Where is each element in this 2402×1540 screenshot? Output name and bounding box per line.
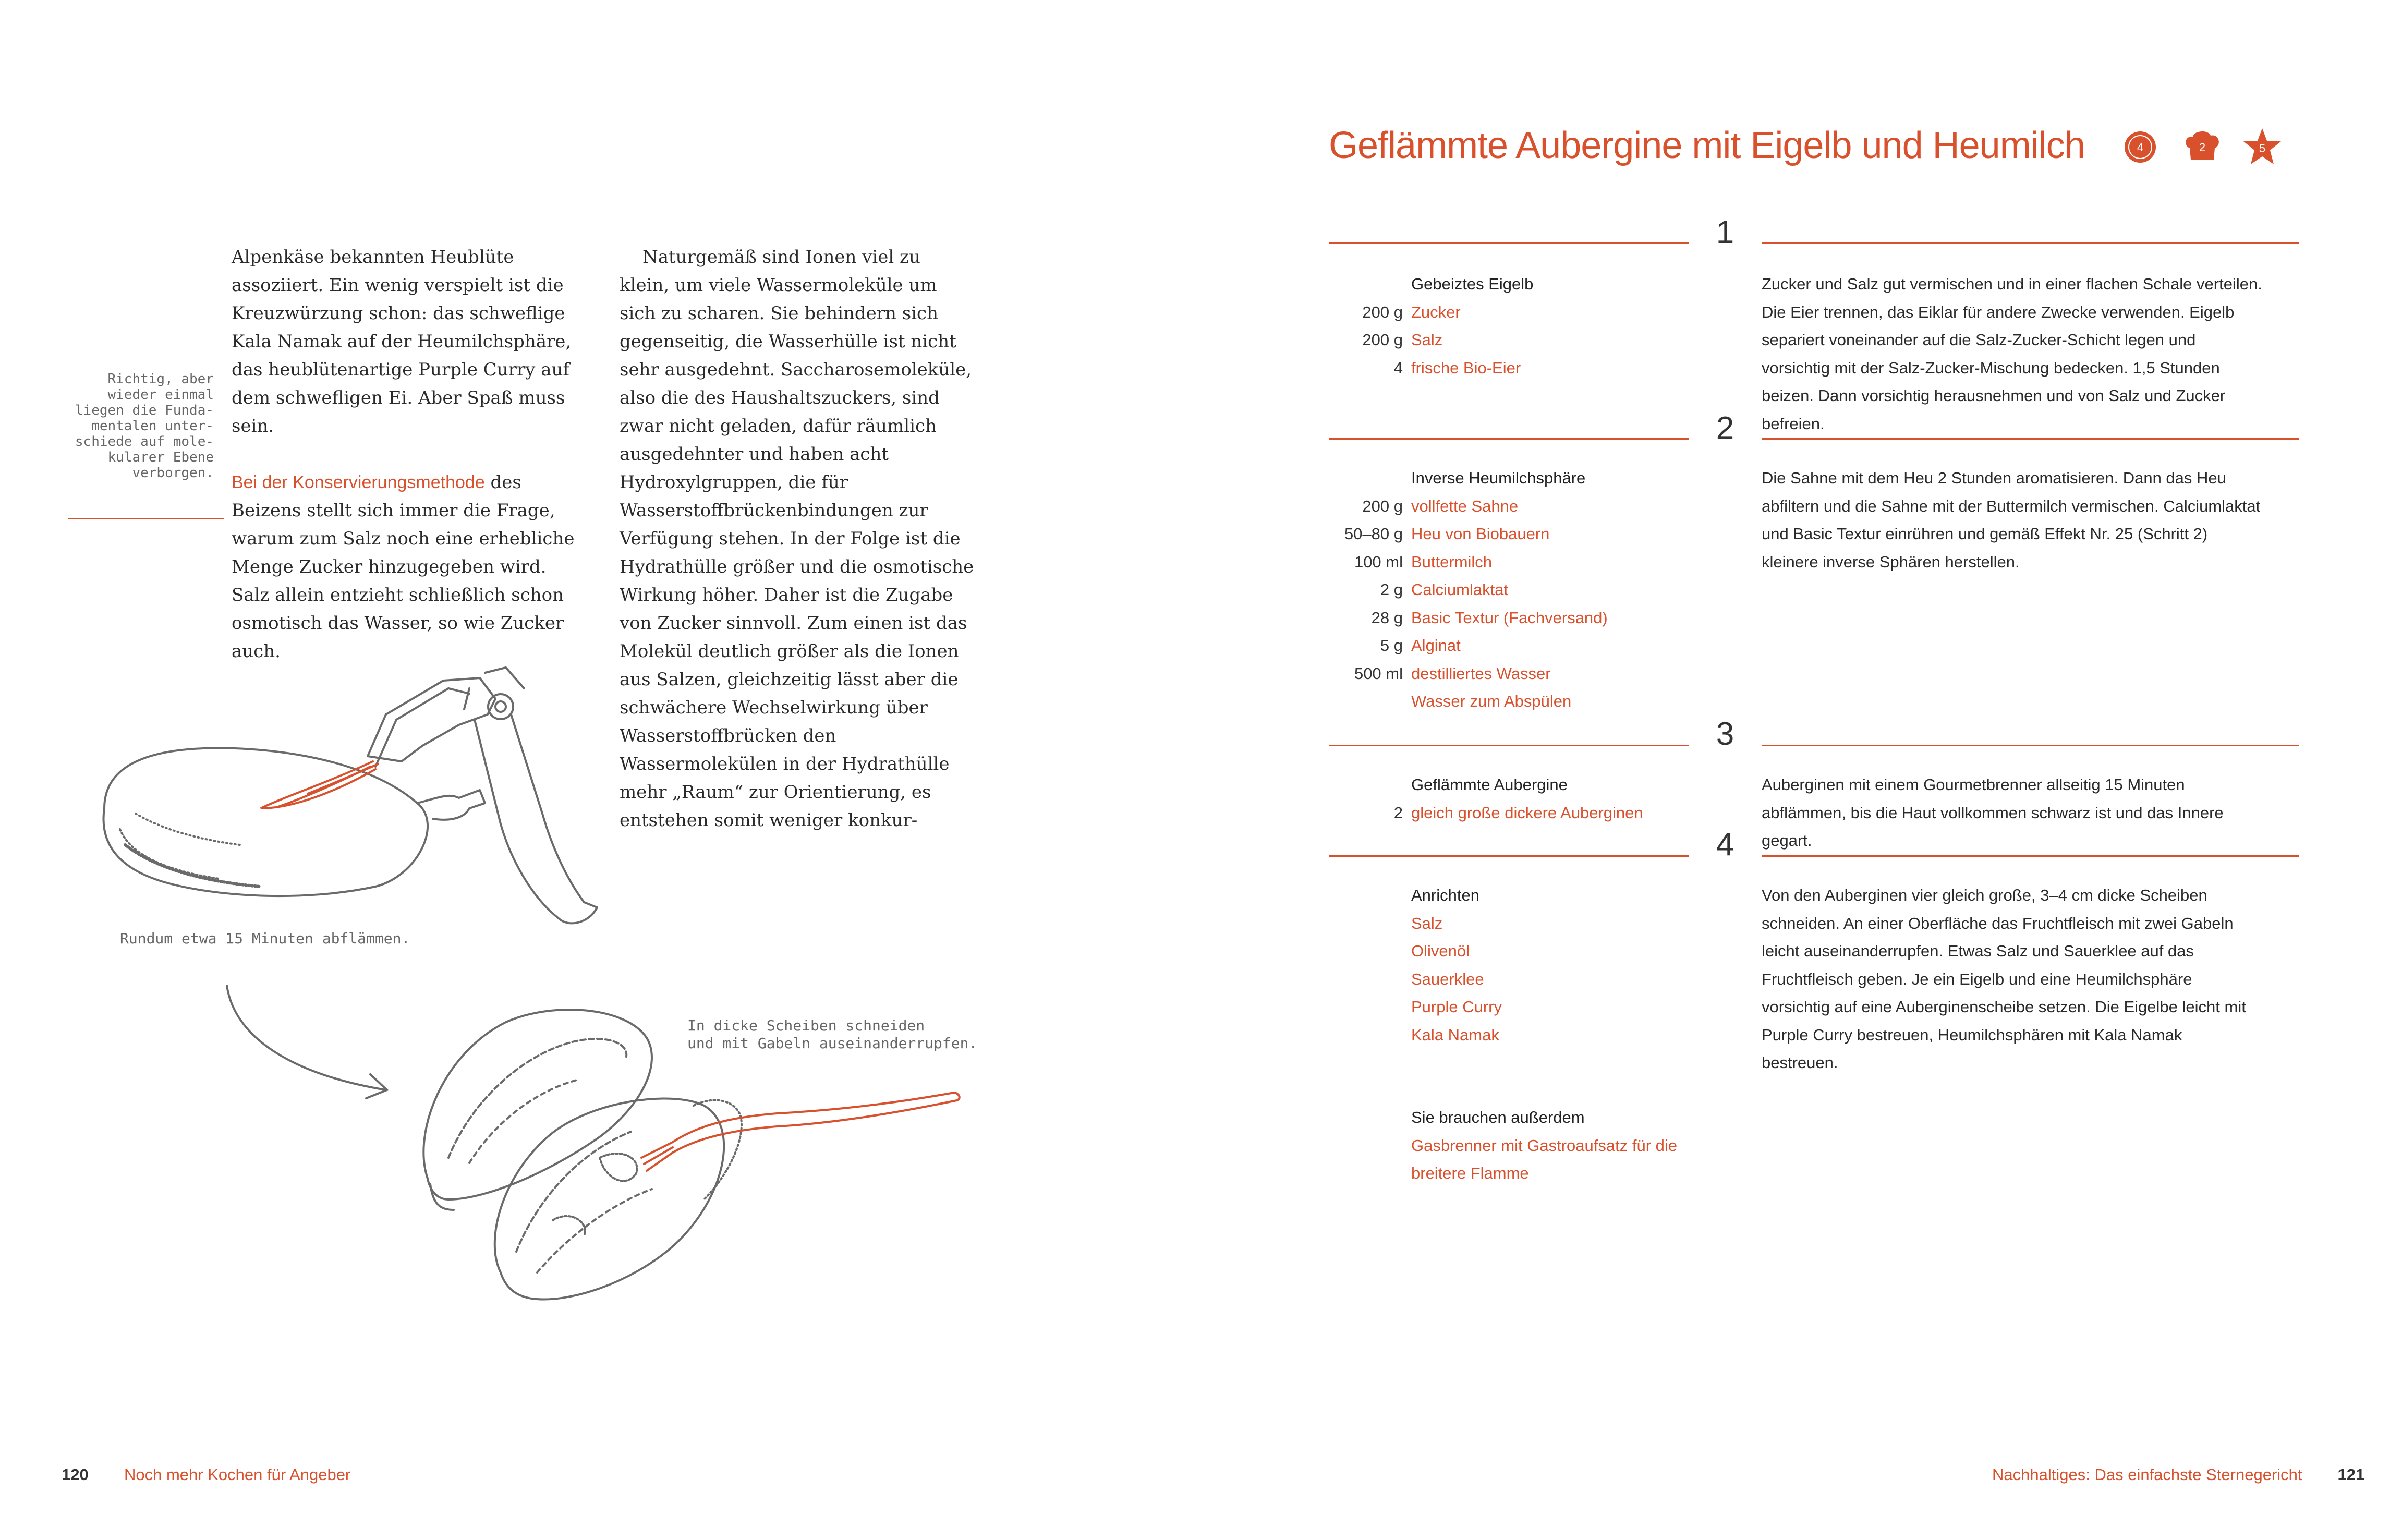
note-line: liegen die Funda- [75,403,214,418]
equipment-item: breitere Flamme [1411,1164,1529,1182]
paragraph [620,243,974,834]
ingredient-row: 50–80 g Heu von Biobauern [1344,525,1550,543]
footer-right [1992,1465,2364,1484]
footer-left [62,1465,350,1484]
ingredient-row: 200 g Salz [1362,331,1443,349]
step-number: 2 [1716,410,1734,446]
step-rule-right [1762,242,2299,244]
step-method [1762,881,2262,1077]
ingredient-row: 200 g vollfette Sahne [1362,496,1519,515]
step-rule-right [1762,855,2299,857]
margin-note-underline [68,518,224,519]
equipment-item: Gasbrenner mit Gastroaufsatz für die [1411,1136,1678,1155]
step-method [1762,771,2262,855]
ingredient-heading: Inverse Heumilchsphäre [1411,469,1586,487]
note-line: wieder einmal [107,387,214,403]
step-rule-left [1329,745,1689,746]
step-number: 3 [1716,716,1734,752]
ingredient-heading: Anrichten [1411,886,1479,904]
ingredient-row: Salz [1411,914,1443,932]
paragraph-text: des Beizens stellt sich immer die Frage, warum zum Salz noch eine erhebliche Menge Zucker hinzugegeben wird. Salz allein entzieht schließlich schon osmotisch das Wasser, so wie Zucker auch. [232,472,575,662]
equipment-list [1329,1104,1677,1187]
method-text: Die Sahne mit dem Heu 2 Stunden aromatisieren. Dann das Heu abfiltern und die Sahne mit der Buttermilch vermischen. Calciumlaktat und Basic Textur einrühren und gemäß Effekt Nr. 25 (Schritt 2) kleinere inverse Sphären herstellen. [1762,469,2261,571]
step-rule-right [1762,745,2299,746]
paragraph-text: Naturgemäß sind Ionen viel zu klein, um viele Wassermoleküle um sich zu scharen. Sie behindern sich gegenseitig, die Wasserhülle ist nicht sehr ausgedehnt. Saccharosemoleküle, also die des Haushaltszuckers, sind zwar nicht geladen, dafür räumlich ausgedehnter und haben acht Hydroxylgruppen, die für Wasserstoffbrückenbindungen zur Verfügung stehen. In der Folge ist die Hydrathülle größer und die osmotische Wirkung höher. Daher ist die Zugabe von Zucker sinnvoll. Zum einen ist das Molekül deutlich größer als die Ionen aus Salzen, gleichzeitig lässt aber die schwächere Wechselwirkung über Wasserstoffbrücken den Wassermolekülen in der Hydrathülle mehr „Raum“ zur Orientierung, es entstehen somit weniger konkur- [620,247,974,831]
caption-flame: Rundum etwa 15 Minuten abflämmen. [120,930,410,947]
ingredient-heading: Gebeiztes Eigelb [1411,275,1534,293]
ingredient-row: 4 frische Bio-Eier [1393,358,1521,377]
step-number: 1 [1716,214,1734,250]
ingredient-row: Kala Namak [1411,1025,1499,1044]
badge-value: 4 [2137,141,2144,154]
method-text: Von den Auberginen vier gleich große, 3–4 cm dicke Scheiben schneiden. An einer Oberfläche das Fruchtfleisch mit zwei Gabeln leicht auseinanderrupfen. Etwas Salz und Sauerklee auf das Fruchtfleisch geben. Je ein Eigelb und eine Heumilchsphäre vorsichtig auf eine Auberginenscheibe setzen. Die Eigelbe leicht mit Purple Curry bestreuen, Heumilchsphären mit Kala Namak bestreuen. [1762,886,2246,1072]
body-column-1 [232,243,576,665]
ingredient-row: 200 g Zucker [1362,302,1461,321]
margin-note [68,371,214,481]
badge-value: 5 [2259,142,2266,155]
step-method [1762,270,2262,438]
ingredient-heading: Geflämmte Aubergine [1411,775,1568,794]
ingredient-row: Olivenöl [1411,942,1470,960]
body-column-2 [620,243,974,834]
ingredient-row: Wasser zum Abspülen [1411,692,1572,710]
ingredient-row: 2 gleich große dickere Auberginen [1393,803,1643,822]
caption-line: In dicke Scheiben schneiden [687,1017,925,1034]
ingredient-list [1329,464,1608,716]
ingredient-list [1329,881,1502,1049]
note-line: verborgen. [132,465,214,481]
note-line: Richtig, aber [107,371,214,387]
method-text: Auberginen mit einem Gourmetbrenner allseitig 15 Minuten abflämmen, bis die Haut vollkommen schwarz ist und das Innere gegart. [1762,775,2224,850]
chef-hat-badge-icon [2182,128,2222,165]
step-number: 4 [1716,827,1734,863]
ingredient-row: 100 ml Buttermilch [1354,552,1493,571]
ingredient-row: Purple Curry [1411,998,1502,1016]
caption-line: und mit Gabeln auseinanderrupfen. [687,1035,978,1052]
page-number: 121 [2337,1465,2365,1484]
highlight-text: Bei der Konservierungsmethode [232,472,485,492]
recipe-title: Geflämmte Aubergine mit Eigelb und Heumilch [1329,125,2085,166]
paragraph [232,468,576,665]
step-rule-left [1329,438,1689,440]
ingredient-list [1329,270,1533,382]
circle-badge-icon [2122,129,2158,165]
method-text: Zucker und Salz gut vermischen und in einer flachen Schale verteilen. Die Eier trennen, das Eiklar für andere Zwecke verwenden. Eigelb separiert voneinander auf die Salz-Zucker-Schicht legen und vorsichtig mit der Salz-Zucker-Mischung bedecken. 1,5 Stunden beizen. Dann vorsichtig herausnehmen und von Salz und Zucker befreien. [1762,275,2262,433]
footer-title: Das einfachste Sternegericht [2090,1465,2302,1484]
step-rule-right [1762,438,2299,440]
page-number: 120 [62,1465,89,1484]
note-line: kularer Ebene [107,450,214,465]
ingredient-row: 28 g Basic Textur (Fachversand) [1371,608,1608,627]
step-method [1762,464,2262,576]
equipment-heading: Sie brauchen außerdem [1411,1108,1585,1126]
ingredient-list [1329,771,1643,827]
badge-value: 2 [2199,141,2206,154]
star-badge-icon [2242,127,2282,166]
footer-section: Nachhaltiges: [1992,1465,2090,1484]
paragraph: Alpenkäse bekannten Heublüte assoziiert. Ein wenig verspielt ist die Kreuzwürzung schon: das schweflige Kala Namak auf der Heumilchsphäre, das heublütenartige Purple Curry auf dem schwefligen Ei. Aber Spaß muss sein. [232,247,572,436]
ingredient-row: 5 g Alginat [1380,636,1461,654]
step-rule-left [1329,855,1689,857]
ingredient-row: 500 ml destilliertes Wasser [1354,664,1551,683]
footer-title: Noch mehr Kochen für Angeber [124,1465,351,1484]
caption-slices [687,1017,977,1052]
torch-aubergine-illustration [83,657,657,949]
step-rule-left [1329,242,1689,244]
ingredient-row: 2 g Calciumlaktat [1380,580,1509,599]
arrow-icon [219,975,396,1111]
note-line: schiede auf mole- [75,434,214,450]
ingredient-row: Sauerklee [1411,969,1484,988]
note-line: mentalen unter- [91,418,214,434]
